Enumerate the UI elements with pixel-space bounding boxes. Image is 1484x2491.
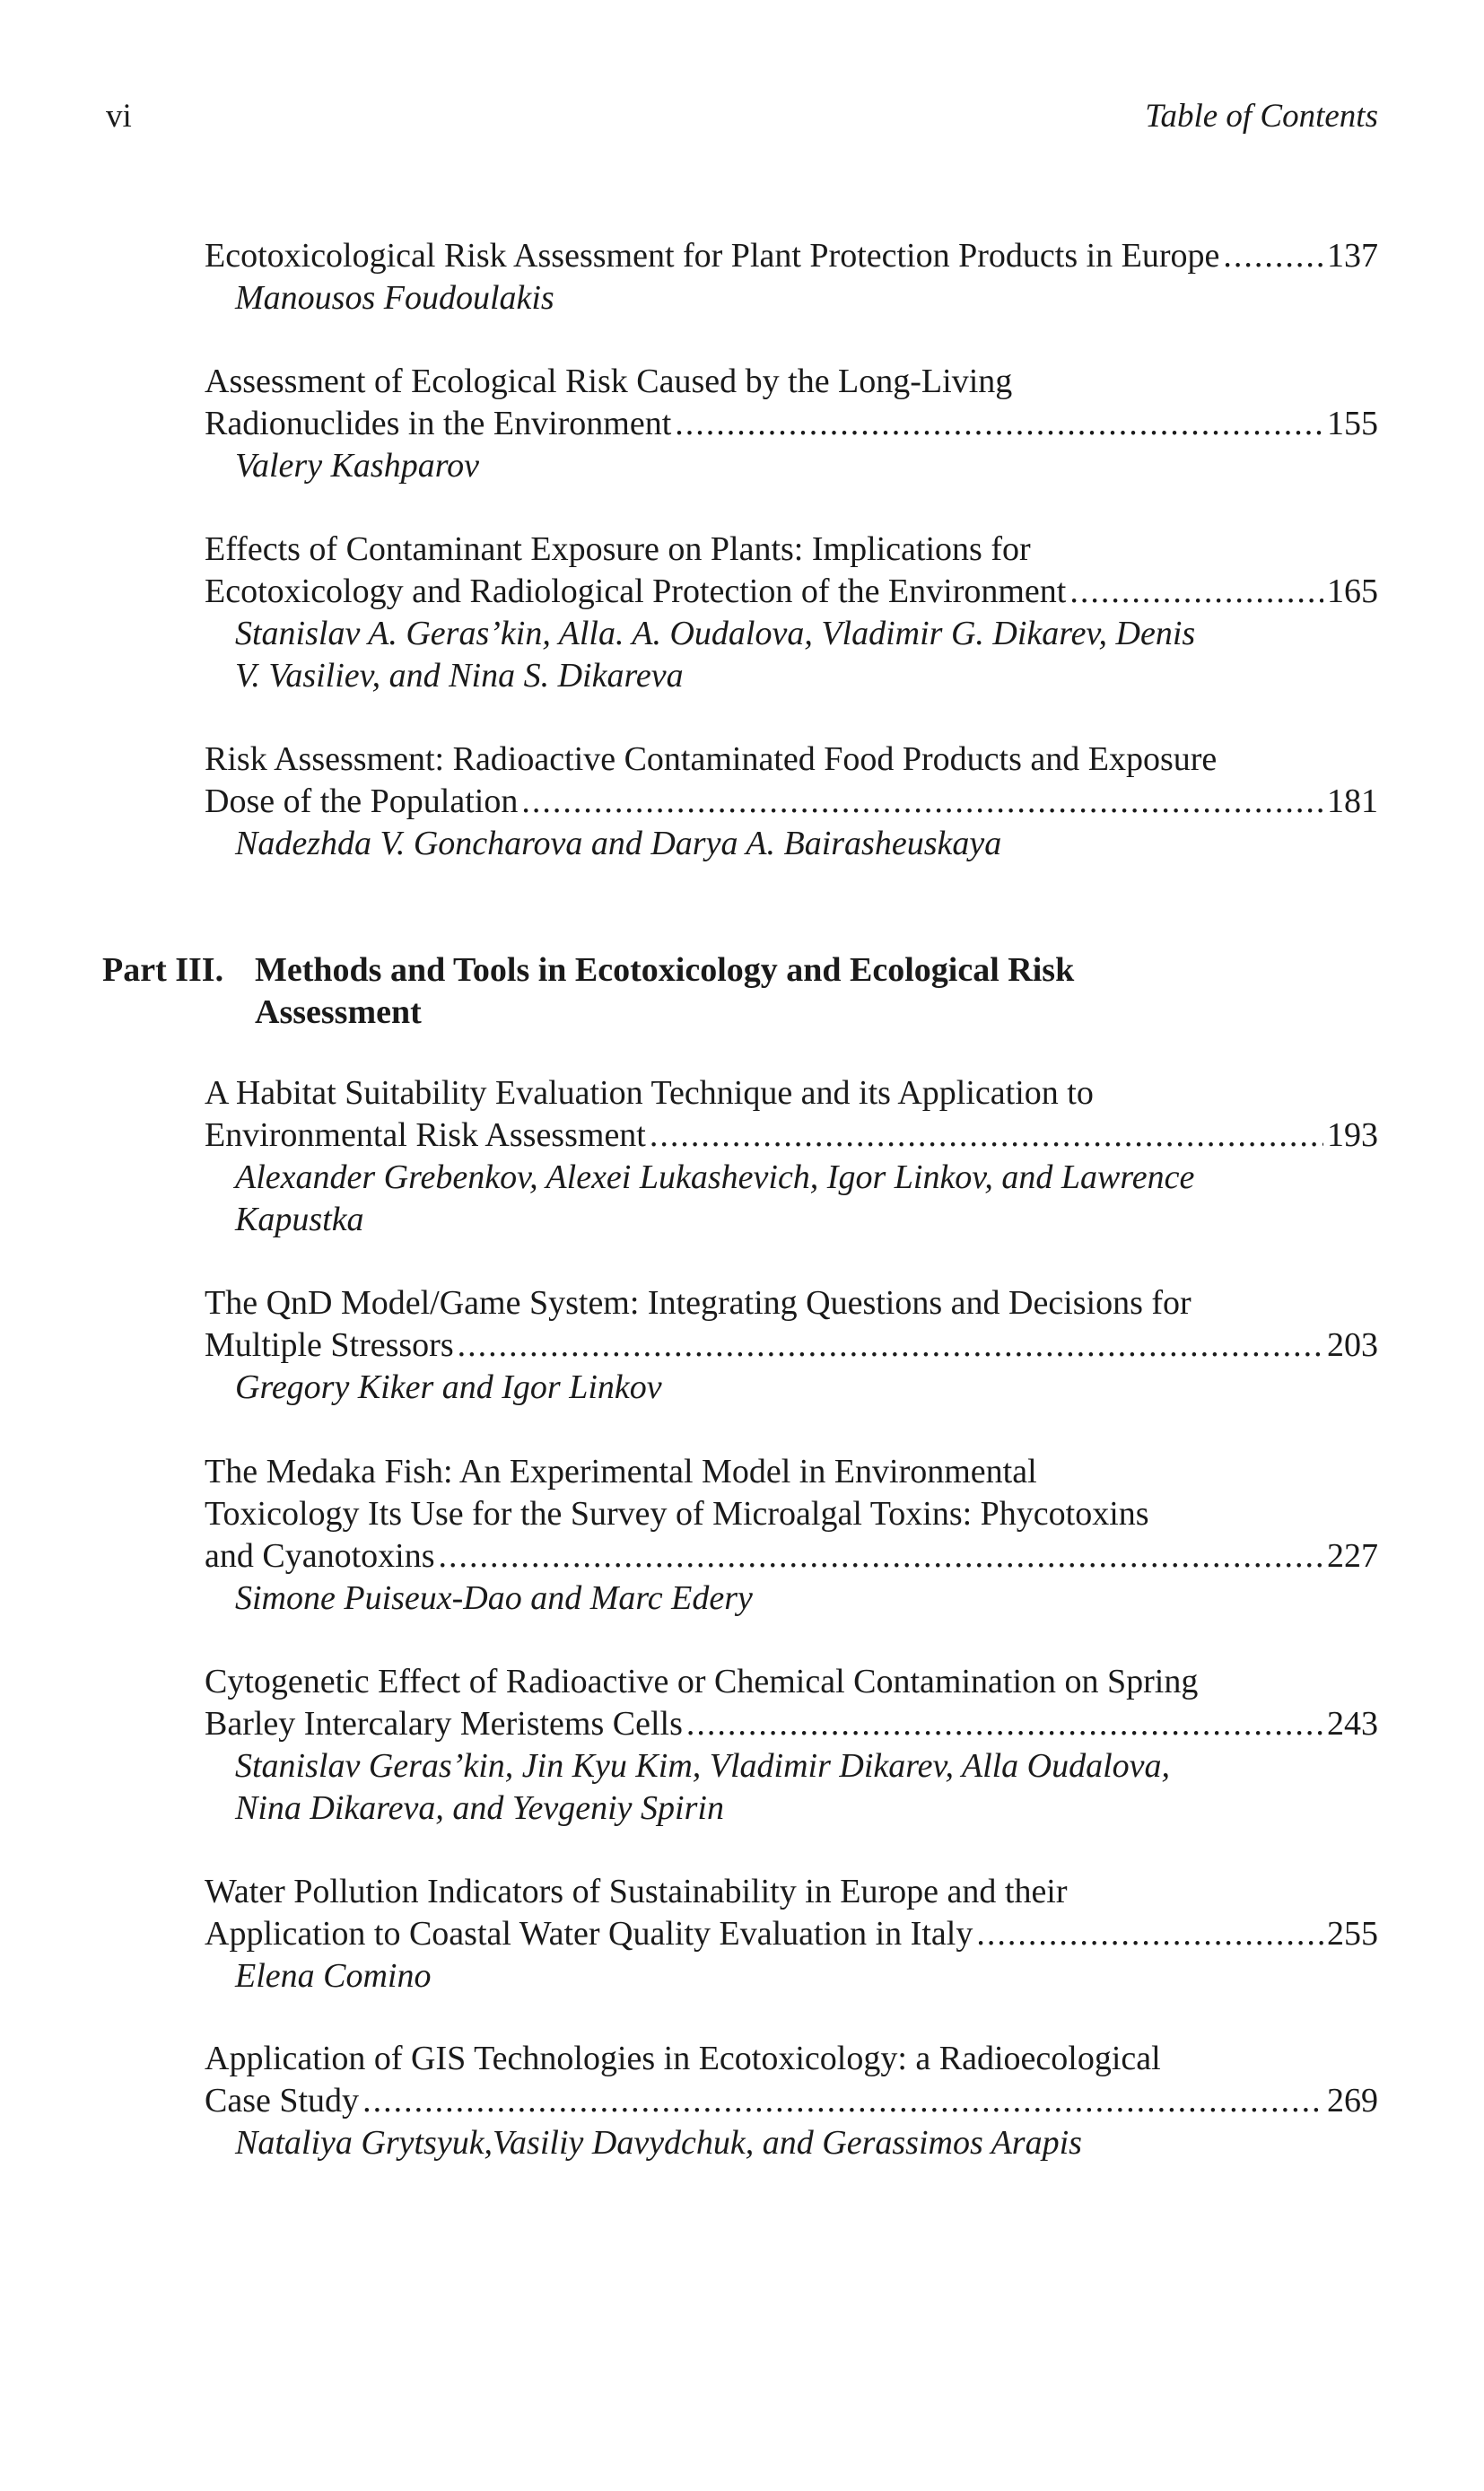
- dot-leader: [675, 403, 1323, 445]
- entry-page-number: 255: [1327, 1915, 1378, 1953]
- entry-authors: Simone Puiseux-Dao and Marc Edery: [235, 1579, 753, 1617]
- entry-title-line: Toxicology Its Use for the Survey of Microalgal Toxins: Phycotoxins: [205, 1495, 1149, 1533]
- part-label: Part III.: [102, 951, 224, 989]
- entry-authors: Manousos Foudoulakis: [235, 279, 554, 317]
- entry-title-text: and Cyanotoxins: [205, 1537, 435, 1575]
- entry-page-number: 165: [1327, 572, 1378, 610]
- entry-page-number: 227: [1327, 1537, 1378, 1575]
- entry-page-number: 155: [1327, 405, 1378, 442]
- entry-title-line: [205, 571, 1378, 613]
- entry-authors: Stanislav Geras’kin, Jin Kyu Kim, Vladimir Dikarev, Alla Oudalova,: [235, 1747, 1171, 1785]
- entry-authors: Kapustka: [235, 1201, 364, 1238]
- entry-title-text: Ecotoxicology and Radiological Protection of the Environment: [205, 572, 1067, 610]
- toc-entry[interactable]: [205, 1451, 1378, 1620]
- dot-leader: [1223, 235, 1323, 277]
- dot-leader: [438, 1535, 1323, 1578]
- entry-title-line: The QnD Model/Game System: Integrating Questions and Decisions for: [205, 1284, 1192, 1322]
- entry-title-line: Water Pollution Indicators of Sustainability in Europe and their: [205, 1873, 1068, 1910]
- entry-title-text: Multiple Stressors: [205, 1326, 454, 1364]
- entry-authors: Stanislav A. Geras’kin, Alla. A. Oudalova, Vladimir G. Dikarev, Denis: [235, 615, 1196, 652]
- dot-leader: [650, 1114, 1323, 1157]
- entry-authors: Elena Comino: [235, 1957, 432, 1995]
- toc-entry[interactable]: [205, 361, 1378, 487]
- entry-title-line: [205, 781, 1378, 823]
- entry-title-line: Effects of Contaminant Exposure on Plants: Implications for: [205, 530, 1031, 568]
- toc-entry[interactable]: [205, 739, 1378, 865]
- toc-entry[interactable]: [205, 1282, 1378, 1409]
- toc-entry[interactable]: [205, 235, 1378, 319]
- dot-leader: [458, 1324, 1323, 1367]
- entry-title-line: [205, 403, 1378, 445]
- entry-authors: Nataliya Grytsyuk,Vasiliy Davydchuk, and Gerassimos Arapis: [235, 2124, 1082, 2162]
- part-title: [255, 949, 1331, 1034]
- entry-title-line: Application of GIS Technologies in Ecotoxicology: a Radioecological: [205, 2040, 1161, 2077]
- dot-leader: [521, 781, 1323, 823]
- toc-entry[interactable]: [205, 1871, 1378, 1997]
- entry-title-line: [205, 1913, 1378, 1955]
- dot-leader: [1069, 571, 1323, 613]
- entry-page-number: 193: [1327, 1116, 1378, 1154]
- entry-title-text: Ecotoxicological Risk Assessment for Plant Protection Products in Europe: [205, 237, 1220, 275]
- running-title: Table of Contents: [1145, 98, 1378, 135]
- entry-title-line: [205, 1114, 1378, 1157]
- entry-title-line: [205, 2080, 1378, 2122]
- part-title-line: Methods and Tools in Ecotoxicology and Ecological Risk: [255, 951, 1075, 989]
- running-head: [106, 97, 1378, 151]
- page-number: vi: [106, 98, 132, 135]
- entry-page-number: 243: [1327, 1705, 1378, 1743]
- toc-entry[interactable]: [205, 2038, 1378, 2164]
- entry-title-line: A Habitat Suitability Evaluation Technique and its Application to: [205, 1074, 1094, 1112]
- entry-title-text: Radionuclides in the Environment: [205, 405, 672, 442]
- entry-title-line: The Medaka Fish: An Experimental Model in Environmental: [205, 1453, 1037, 1490]
- entry-title-line: [205, 1703, 1378, 1745]
- entry-title-line: [205, 235, 1378, 277]
- toc-entry[interactable]: [205, 529, 1378, 697]
- entry-title-line: Risk Assessment: Radioactive Contaminated Food Products and Exposure: [205, 740, 1218, 778]
- entry-page-number: 137: [1327, 237, 1378, 275]
- entry-title-line: Assessment of Ecological Risk Caused by the Long-Living: [205, 363, 1013, 400]
- entry-title-line: [205, 1535, 1378, 1578]
- entry-page-number: 203: [1327, 1326, 1378, 1364]
- entry-authors: V. Vasiliev, and Nina S. Dikareva: [235, 657, 684, 695]
- entry-title-text: Barley Intercalary Meristems Cells: [205, 1705, 683, 1743]
- part-title-line: Assessment: [255, 993, 422, 1031]
- toc-entry[interactable]: [205, 1072, 1378, 1241]
- entry-title-line: Cytogenetic Effect of Radioactive or Chemical Contamination on Spring: [205, 1663, 1199, 1700]
- dot-leader: [976, 1913, 1323, 1955]
- entry-page-number: 269: [1327, 2082, 1378, 2120]
- toc-entry[interactable]: [205, 1661, 1378, 1830]
- entry-authors: Valery Kashparov: [235, 447, 479, 485]
- dot-leader: [362, 2080, 1323, 2122]
- entry-title-line: [205, 1324, 1378, 1367]
- entry-authors: Nina Dikareva, and Yevgeniy Spirin: [235, 1789, 724, 1827]
- entry-authors: Gregory Kiker and Igor Linkov: [235, 1368, 662, 1406]
- entry-page-number: 181: [1327, 782, 1378, 820]
- dot-leader: [686, 1703, 1323, 1745]
- entry-title-text: Application to Coastal Water Quality Evaluation in Italy: [205, 1915, 973, 1953]
- entry-authors: Nadezhda V. Goncharova and Darya A. Bairasheuskaya: [235, 825, 1002, 862]
- entry-authors: Alexander Grebenkov, Alexei Lukashevich, Igor Linkov, and Lawrence: [235, 1158, 1195, 1196]
- entry-title-text: Case Study: [205, 2082, 360, 2120]
- entry-title-text: Dose of the Population: [205, 782, 519, 820]
- entry-title-text: Environmental Risk Assessment: [205, 1116, 646, 1154]
